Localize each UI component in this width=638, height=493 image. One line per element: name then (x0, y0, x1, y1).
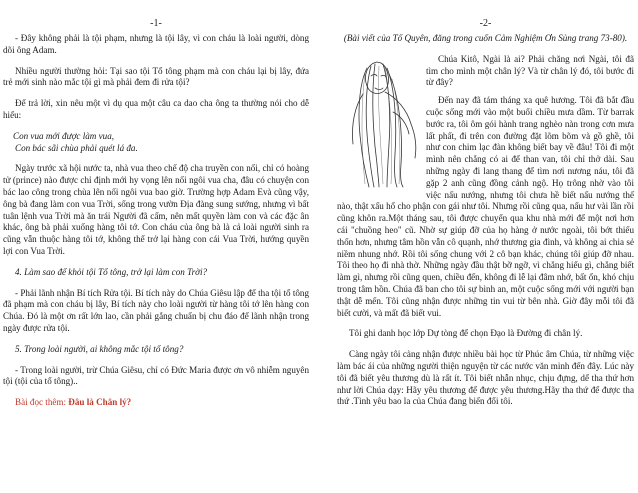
paragraph: Tôi ghi danh học lớp Dự tòng để chọn Đạo là Đường đi chân lý. (349, 328, 583, 339)
read-more-label: Bài đọc thêm: (15, 397, 67, 408)
question-heading: 4. Làm sao để khỏi tội Tổ tông, trở lại làm con Trời? (15, 266, 208, 277)
question-heading: 5. Trong loài người, ai không mắc tội tổ tông? (15, 343, 184, 354)
poem-line: Con bác sãi chùa phải quét lá đa. (15, 142, 138, 153)
read-more-title: Đâu là Chân lý? (68, 397, 132, 408)
paragraph: - Phải lãnh nhận Bí tích Rửa tội. Bí tích này do Chúa Giêsu lập để tha tội tổ tông đã phạm mà con cháu bị lây, Bí tích này cho loài người từ hàng tôi tớ lên hàng con Chúa. Đó là một ơn rất lớn lao, cần phải gắng chuẩn bị chu đáo để lãnh nhận trong ngày được rửa tội. (3, 287, 309, 333)
paragraph: - Đây không phải là tội phạm, nhưng là tội lây, vì con cháu là loài người, dòng dõi ông Adam. (3, 33, 309, 55)
read-more (3, 397, 309, 409)
poem (13, 131, 309, 155)
paragraph: Để trả lời, xin nêu một vì dụ qua một câu ca dao cha ông ta thường nói cho dễ hiểu: (3, 98, 309, 120)
source-citation: (Bài viết của Tố Quyên, đăng trong cuốn Cảm Nghiệm Ơn Sủng trang 73-80). (343, 33, 628, 43)
paragraph: Ngày trước xã hội nước ta, nhà vua theo chế độ cha truyền con nối, chỉ có hoàng tử (prince) nào được chỉ định mới hy vọng lên nối ngôi vua cha, đâu có chuyện con bác lao công trong chùa lên nối ngôi vua bao giờ. Trường hợp Adam Evà cũng vậy, ông bà đang làm con vua Trời, sống trong vườn Địa đàng sung sướng, nhưng vì bất tuân lệnh vua Trời mà ăn trái Người đã cấm, nên mất quyền làm con và các đặc ân khác, ông bà phải xuống hàng tôi tớ. Con cháu của ông bà là cả loài người sinh ra cũng vẫn thuộc hàng tôi tớ, không thể trở lại hàng con cái Vua Trời, hướng quyền lợi con Vua Trời. (3, 163, 309, 256)
paragraph: Càng ngày tôi càng nhận được nhiều bài học từ Phúc âm Chúa, từ những việc làm bác ái của những người thiện nguyện từ các nước văn minh đến đây. Lúc này tôi đã biết yêu thương dù là rất ít. Tôi biết nhẫn nhục, chịu đựng, dể tha thứ hơn như lời Chúa dạy: Hãy yêu thương để được yêu thương.Hãy tha thứ để được tha thứ .Tình yêu bao la của Chúa đang biến đổi tôi. (337, 349, 634, 407)
page-number-left: -1- (150, 18, 162, 29)
woman-illustration (337, 54, 422, 189)
paragraph: Chúa Kitô, Ngài là ai? Phải chăng nơi Ngài, tôi đã tìm cho mình một chân lý? Và từ chân lý đó, tôi bước đi từ đây? (426, 53, 634, 88)
paragraph: Nhiều người thường hỏi: Tại sao tội Tổ tông phạm mà con cháu lại bị lây, đứa trẻ mới sinh nào mắc tội gì mà phải đem đi rửa tội? (3, 65, 309, 88)
right-page (319, 0, 638, 493)
woman-sketch-image (337, 54, 422, 189)
paragraph: Đến nay đã tám tháng xa quê hương. Tôi đã bắt đầu cuộc sống mới vào một buổi chiều mưa dầm. Từ barrak bước ra, tôi ôm gói hành trang nghèo nàn trong cơn mưa lất phất, đi trên con đường đặt lõm bõm và gồ ghề, tôi như con chim lạc đàn không biết bay về đâu! Tôi đi một mình nên chẳng có ai để than van, tôi chỉ thở dài. Sau những ngày đi lang thang để tìm nơi nương náu, tôi đã gặp 2 anh cũng đồng cảnh ngộ. Họ trông nhờ vào tôi việc nấu nướng, nhưng tôi chưa hề biết nấu nướng thế nào, thật xấu hổ cho phận con gái như tôi. Nhưng rồi cũng qua, nấu hư vài lần rồi cũng khôn ra.Một tháng sau, tôi được chuyển qua khu nhà mới để một nơi hơn cái "chuồng heo" cũ. Nhờ sự giúp đỡ của họ hàng ở nước ngoài, tôi bớt thiếu thốn hơn, nhưng tâm hồn vẫn cô quạnh, nhớ thương gia đình, và không ai chia sẻ niềm nhung nhớ. Rồi tôi sống chung với 2 cô bạn khác, chúng tôi giúp đỡ nhau. Tôi theo họ đi nhà thờ. Những ngày đầu thật bỡ ngỡ, vì chẳng hiểu gì, chẳng biết làm gì, nhưng rồi cũng quen, chiều đến, không đi lễ lại đâm nhớ, bất ổn, khó chịu trong tâm hồn. Chúa đã ban cho tôi sự bình an, một cuộc sống mới với người bạn thật dễ mến. Tôi cũng nhận được những tin vui từ bên nhà. Giờ đây mỗi tôi đã biết cười, và mất đã biết vui. (337, 95, 634, 318)
article-body (337, 54, 634, 320)
page-number-right: -2- (479, 18, 492, 29)
poem-line: Con vua mới được làm vua, (13, 130, 115, 141)
paragraph: - Trong loài người, trừ Chúa Giêsu, chỉ có Đức Maria được ơn vô nhiễm nguyên tội (tội của tổ tông).. (3, 364, 309, 387)
